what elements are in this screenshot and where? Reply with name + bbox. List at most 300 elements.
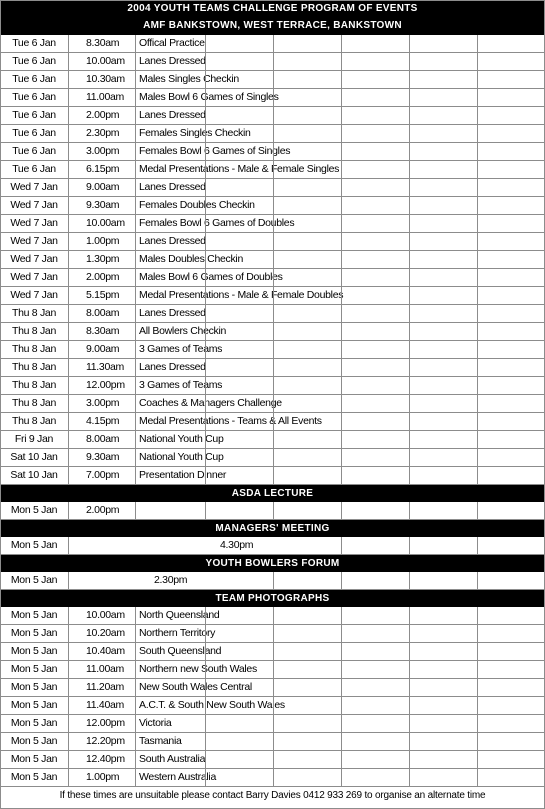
event-cell: Males Bowl 6 Games of Doubles: [139, 271, 283, 283]
column-divider: [135, 71, 136, 88]
time-cell: 4.30pm: [220, 539, 254, 551]
event-cell: North Queensland: [139, 609, 220, 621]
time-cell: 3.00pm: [86, 397, 120, 409]
event-cell: Females Singles Checkin: [139, 127, 251, 139]
column-divider: [273, 143, 274, 160]
column-divider: [68, 89, 69, 106]
column-divider: [341, 431, 342, 448]
column-divider: [135, 395, 136, 412]
column-divider: [477, 71, 478, 88]
time-cell: 6.15pm: [86, 163, 120, 175]
column-divider: [205, 287, 206, 304]
column-divider: [135, 697, 136, 714]
column-divider: [477, 251, 478, 268]
column-divider: [477, 215, 478, 232]
event-cell: Medal Presentations - Male & Female Singles: [139, 163, 340, 175]
column-divider: [477, 715, 478, 732]
column-divider: [341, 107, 342, 124]
column-divider: [477, 467, 478, 484]
column-divider: [341, 625, 342, 642]
column-divider: [477, 161, 478, 178]
schedule-row: [0, 607, 545, 625]
schedule-row: [0, 769, 545, 787]
column-divider: [341, 502, 342, 519]
column-divider: [273, 643, 274, 660]
day-cell: Mon 5 Jan: [10, 663, 58, 675]
event-cell: 3 Games of Teams: [139, 379, 223, 391]
event-cell: 3 Games of Teams: [139, 343, 223, 355]
day-cell: Mon 5 Jan: [10, 699, 58, 711]
schedule-row: [0, 179, 545, 197]
venue-subtitle: AMF BANKSTOWN, WEST TERRACE, BANKSTOWN: [0, 18, 545, 35]
column-divider: [341, 537, 342, 554]
column-divider: [68, 305, 69, 322]
column-divider: [477, 607, 478, 624]
column-divider: [135, 107, 136, 124]
column-divider: [205, 143, 206, 160]
column-divider: [68, 287, 69, 304]
event-cell: All Bowlers Checkin: [139, 325, 227, 337]
column-divider: [205, 625, 206, 642]
column-divider: [341, 643, 342, 660]
column-divider: [409, 715, 410, 732]
schedule-row: [0, 35, 545, 53]
column-divider: [68, 643, 69, 660]
event-cell: Victoria: [139, 717, 172, 729]
column-divider: [205, 251, 206, 268]
column-divider: [68, 341, 69, 358]
column-divider: [68, 107, 69, 124]
column-divider: [341, 53, 342, 70]
column-divider: [205, 179, 206, 196]
column-divider: [273, 467, 274, 484]
column-divider: [135, 143, 136, 160]
day-cell: Tue 6 Jan: [12, 145, 56, 157]
column-divider: [135, 179, 136, 196]
column-divider: [341, 733, 342, 750]
day-cell: Mon 5 Jan: [10, 627, 58, 639]
event-cell: Lanes Dressed: [139, 55, 206, 67]
day-cell: Tue 6 Jan: [12, 91, 56, 103]
column-divider: [477, 89, 478, 106]
time-cell: 2.00pm: [86, 504, 120, 516]
column-divider: [205, 697, 206, 714]
column-divider: [205, 679, 206, 696]
day-cell: Sat 10 Jan: [10, 469, 58, 481]
team-photographs-heading: TEAM PHOTOGRAPHS: [0, 590, 545, 607]
day-cell: Mon 5 Jan: [10, 681, 58, 693]
column-divider: [135, 89, 136, 106]
schedule-row: [0, 377, 545, 395]
column-divider: [409, 323, 410, 340]
schedule-row: [0, 751, 545, 769]
column-divider: [68, 449, 69, 466]
column-divider: [205, 269, 206, 286]
column-divider: [341, 572, 342, 589]
column-divider: [135, 35, 136, 52]
column-divider: [409, 305, 410, 322]
team-photographs-table: [0, 607, 545, 787]
column-divider: [409, 467, 410, 484]
column-divider: [409, 643, 410, 660]
day-cell: Tue 6 Jan: [12, 55, 56, 67]
column-divider: [68, 769, 69, 786]
day-cell: Mon 5 Jan: [10, 717, 58, 729]
column-divider: [273, 697, 274, 714]
column-divider: [409, 269, 410, 286]
column-divider: [341, 323, 342, 340]
program-table: [0, 35, 545, 485]
column-divider: [68, 35, 69, 52]
column-divider: [409, 107, 410, 124]
column-divider: [135, 733, 136, 750]
column-divider: [477, 53, 478, 70]
column-divider: [273, 269, 274, 286]
managers-meeting-row: [0, 537, 545, 555]
day-cell: Mon 5 Jan: [10, 609, 58, 621]
time-cell: 10.20am: [86, 627, 125, 639]
time-cell: 12.20pm: [86, 735, 125, 747]
column-divider: [68, 71, 69, 88]
column-divider: [477, 197, 478, 214]
column-divider: [273, 197, 274, 214]
day-cell: Wed 7 Jan: [10, 253, 58, 265]
day-cell: Tue 6 Jan: [12, 127, 56, 139]
column-divider: [341, 305, 342, 322]
time-cell: 2.00pm: [86, 271, 120, 283]
column-divider: [409, 449, 410, 466]
time-cell: 9.00am: [86, 343, 120, 355]
day-cell: Mon 5 Jan: [10, 645, 58, 657]
column-divider: [273, 53, 274, 70]
column-divider: [341, 697, 342, 714]
column-divider: [68, 751, 69, 768]
column-divider: [341, 377, 342, 394]
column-divider: [135, 769, 136, 786]
column-divider: [68, 413, 69, 430]
column-divider: [409, 769, 410, 786]
column-divider: [135, 661, 136, 678]
column-divider: [135, 161, 136, 178]
day-cell: Sat 10 Jan: [10, 451, 58, 463]
column-divider: [409, 607, 410, 624]
schedule-row: [0, 71, 545, 89]
schedule-row: [0, 661, 545, 679]
column-divider: [409, 679, 410, 696]
column-divider: [341, 341, 342, 358]
column-divider: [68, 431, 69, 448]
column-divider: [205, 215, 206, 232]
column-divider: [135, 323, 136, 340]
event-cell: Females Bowl 6 Games of Singles: [139, 145, 291, 157]
column-divider: [205, 413, 206, 430]
column-divider: [68, 53, 69, 70]
time-cell: 7.00pm: [86, 469, 120, 481]
column-divider: [273, 572, 274, 589]
column-divider: [68, 197, 69, 214]
column-divider: [409, 35, 410, 52]
column-divider: [477, 143, 478, 160]
column-divider: [205, 359, 206, 376]
event-cell: Females Bowl 6 Games of Doubles: [139, 217, 295, 229]
column-divider: [409, 395, 410, 412]
time-cell: 12.00pm: [86, 379, 125, 391]
event-cell: National Youth Cup: [139, 451, 224, 463]
column-divider: [477, 395, 478, 412]
column-divider: [135, 125, 136, 142]
event-cell: Coaches & Managers Challenge: [139, 397, 282, 409]
column-divider: [273, 395, 274, 412]
column-divider: [477, 572, 478, 589]
time-cell: 10.00am: [86, 55, 125, 67]
column-divider: [341, 251, 342, 268]
day-cell: Wed 7 Jan: [10, 181, 58, 193]
column-divider: [273, 89, 274, 106]
time-cell: 1.00pm: [86, 235, 120, 247]
column-divider: [341, 287, 342, 304]
time-cell: 1.30pm: [86, 253, 120, 265]
schedule-row: [0, 733, 545, 751]
schedule-row: [0, 413, 545, 431]
column-divider: [273, 502, 274, 519]
day-cell: Wed 7 Jan: [10, 289, 58, 301]
schedule-row: [0, 197, 545, 215]
schedule-row: [0, 251, 545, 269]
column-divider: [477, 661, 478, 678]
column-divider: [205, 607, 206, 624]
column-divider: [135, 215, 136, 232]
column-divider: [205, 125, 206, 142]
column-divider: [205, 323, 206, 340]
column-divider: [273, 715, 274, 732]
day-cell: Tue 6 Jan: [12, 73, 56, 85]
day-cell: Tue 6 Jan: [12, 109, 56, 121]
column-divider: [477, 449, 478, 466]
column-divider: [68, 125, 69, 142]
managers-meeting-heading: MANAGERS' MEETING: [0, 520, 545, 537]
column-divider: [409, 341, 410, 358]
time-cell: 11.00am: [86, 663, 124, 675]
column-divider: [273, 215, 274, 232]
column-divider: [205, 35, 206, 52]
time-cell: 11.30am: [86, 361, 124, 373]
column-divider: [273, 71, 274, 88]
column-divider: [273, 287, 274, 304]
column-divider: [477, 643, 478, 660]
column-divider: [273, 179, 274, 196]
column-divider: [135, 233, 136, 250]
column-divider: [135, 679, 136, 696]
asda-lecture-row: [0, 502, 545, 520]
schedule-row: [0, 341, 545, 359]
event-cell: Lanes Dressed: [139, 361, 206, 373]
day-cell: Thu 8 Jan: [12, 397, 56, 409]
contact-footer: If these times are unsuitable please contact Barry Davies 0412 933 269 to organise an alternate time: [59, 790, 486, 801]
event-cell: Northern new South Wales: [139, 663, 257, 675]
column-divider: [205, 751, 206, 768]
column-divider: [68, 161, 69, 178]
column-divider: [341, 143, 342, 160]
column-divider: [341, 71, 342, 88]
column-divider: [135, 467, 136, 484]
column-divider: [68, 572, 69, 589]
column-divider: [205, 715, 206, 732]
column-divider: [477, 413, 478, 430]
time-cell: 11.00am: [86, 91, 124, 103]
event-cell: Lanes Dressed: [139, 307, 206, 319]
column-divider: [205, 107, 206, 124]
time-cell: 10.00am: [86, 609, 125, 621]
column-divider: [68, 359, 69, 376]
time-cell: 8.00am: [86, 307, 120, 319]
column-divider: [409, 215, 410, 232]
column-divider: [409, 502, 410, 519]
column-divider: [205, 341, 206, 358]
column-divider: [341, 215, 342, 232]
time-cell: 1.00pm: [86, 771, 120, 783]
column-divider: [341, 89, 342, 106]
schedule-row: [0, 395, 545, 413]
time-cell: 10.40am: [86, 645, 125, 657]
column-divider: [409, 733, 410, 750]
time-cell: 8.30am: [86, 325, 120, 337]
column-divider: [341, 449, 342, 466]
schedule-row: [0, 161, 545, 179]
column-divider: [409, 125, 410, 142]
youth-bowlers-forum-row: [0, 572, 545, 590]
event-cell: Females Doubles Checkin: [139, 199, 255, 211]
column-divider: [341, 715, 342, 732]
event-cell: Western Australia: [139, 771, 216, 783]
schedule-row: [0, 323, 545, 341]
column-divider: [135, 341, 136, 358]
column-divider: [273, 359, 274, 376]
column-divider: [409, 661, 410, 678]
column-divider: [409, 625, 410, 642]
column-divider: [477, 502, 478, 519]
day-cell: Wed 7 Jan: [10, 271, 58, 283]
column-divider: [273, 769, 274, 786]
column-divider: [341, 395, 342, 412]
column-divider: [135, 413, 136, 430]
column-divider: [205, 53, 206, 70]
column-divider: [135, 751, 136, 768]
column-divider: [409, 71, 410, 88]
time-cell: 10.30am: [86, 73, 125, 85]
column-divider: [273, 625, 274, 642]
column-divider: [477, 359, 478, 376]
column-divider: [341, 661, 342, 678]
column-divider: [205, 661, 206, 678]
column-divider: [135, 287, 136, 304]
column-divider: [477, 751, 478, 768]
day-cell: Fri 9 Jan: [14, 433, 54, 445]
column-divider: [477, 733, 478, 750]
column-divider: [273, 377, 274, 394]
event-cell: South Australia: [139, 753, 206, 765]
time-cell: 9.30am: [86, 451, 120, 463]
column-divider: [273, 161, 274, 178]
day-cell: Mon 5 Jan: [10, 753, 58, 765]
column-divider: [477, 341, 478, 358]
column-divider: [273, 751, 274, 768]
time-cell: 2.30pm: [154, 574, 188, 586]
column-divider: [205, 233, 206, 250]
column-divider: [341, 413, 342, 430]
column-divider: [341, 467, 342, 484]
column-divider: [477, 377, 478, 394]
column-divider: [273, 251, 274, 268]
schedule-row: [0, 53, 545, 71]
column-divider: [273, 323, 274, 340]
column-divider: [205, 643, 206, 660]
column-divider: [409, 89, 410, 106]
column-divider: [68, 467, 69, 484]
column-divider: [135, 197, 136, 214]
time-cell: 9.00am: [86, 181, 120, 193]
column-divider: [68, 625, 69, 642]
column-divider: [477, 769, 478, 786]
column-divider: [68, 251, 69, 268]
column-divider: [68, 715, 69, 732]
schedule-row: [0, 269, 545, 287]
column-divider: [68, 233, 69, 250]
day-cell: Mon 5 Jan: [10, 504, 58, 516]
column-divider: [135, 643, 136, 660]
column-divider: [409, 287, 410, 304]
day-cell: Thu 8 Jan: [12, 325, 56, 337]
column-divider: [477, 107, 478, 124]
schedule-row: [0, 125, 545, 143]
schedule-row: [0, 107, 545, 125]
column-divider: [477, 431, 478, 448]
event-cell: National Youth Cup: [139, 433, 224, 445]
column-divider: [477, 305, 478, 322]
time-cell: 2.00pm: [86, 109, 120, 121]
time-cell: 9.30am: [86, 199, 120, 211]
column-divider: [409, 697, 410, 714]
event-cell: Northern Territory: [139, 627, 216, 639]
schedule-row: [0, 233, 545, 251]
schedule-row: [0, 287, 545, 305]
event-cell: Lanes Dressed: [139, 181, 206, 193]
day-cell: Wed 7 Jan: [10, 235, 58, 247]
column-divider: [205, 769, 206, 786]
column-divider: [341, 751, 342, 768]
column-divider: [477, 233, 478, 250]
column-divider: [68, 323, 69, 340]
column-divider: [341, 359, 342, 376]
event-cell: Presentation Dinner: [139, 469, 227, 481]
day-cell: Thu 8 Jan: [12, 415, 56, 427]
schedule-row: [0, 625, 545, 643]
event-cell: Lanes Dressed: [139, 235, 206, 247]
column-divider: [273, 35, 274, 52]
column-divider: [205, 449, 206, 466]
column-divider: [205, 71, 206, 88]
column-divider: [135, 449, 136, 466]
column-divider: [68, 502, 69, 519]
column-divider: [409, 233, 410, 250]
document-title: 2004 YOUTH TEAMS CHALLENGE PROGRAM OF EVENTS: [0, 0, 545, 18]
column-divider: [477, 35, 478, 52]
column-divider: [135, 305, 136, 322]
column-divider: [341, 607, 342, 624]
column-divider: [205, 431, 206, 448]
day-cell: Wed 7 Jan: [10, 217, 58, 229]
column-divider: [68, 661, 69, 678]
event-cell: Tasmania: [139, 735, 182, 747]
